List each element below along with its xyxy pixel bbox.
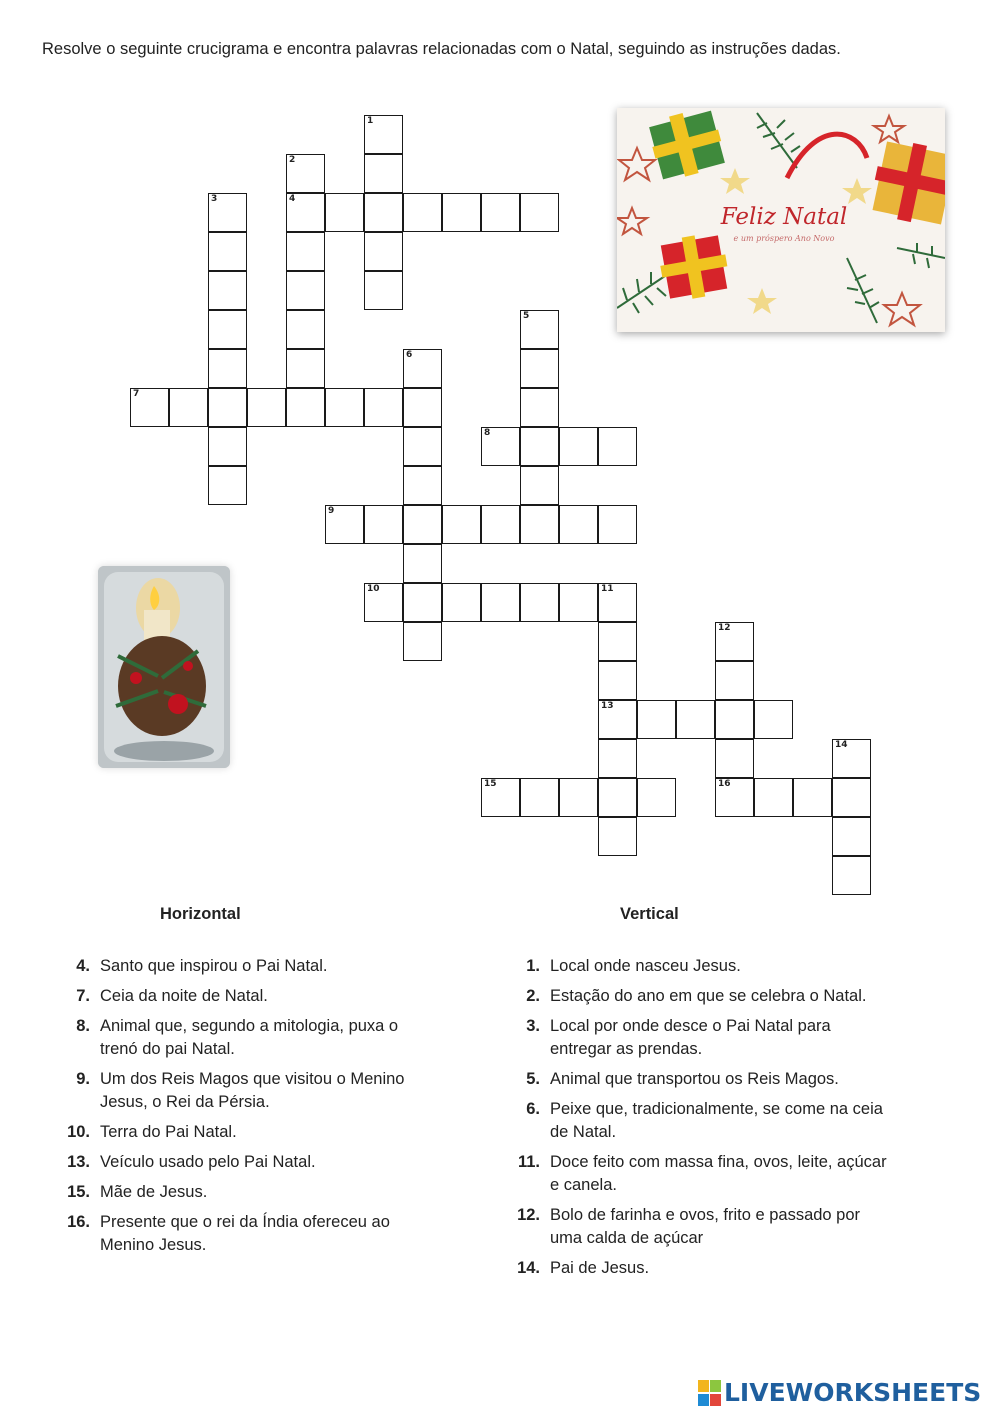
crossword-cell[interactable]	[598, 739, 637, 778]
clue-item	[62, 1181, 482, 1204]
clue-text-line: Animal que, segundo a mitologia, puxa o	[100, 1017, 399, 1035]
crossword-cell[interactable]	[520, 583, 559, 622]
crossword-cell[interactable]	[208, 349, 247, 388]
clue-item	[512, 1068, 932, 1091]
clue-text	[100, 1121, 237, 1144]
clue-number: 12	[718, 623, 731, 633]
clue-text-line: Peixe que, tradicionalmente, se come na ceia	[550, 1100, 883, 1118]
crossword-cell[interactable]	[520, 193, 559, 232]
crossword-cell[interactable]	[715, 778, 754, 817]
crossword-cell[interactable]	[598, 778, 637, 817]
crossword-cell[interactable]	[403, 349, 442, 388]
clue-item	[62, 1015, 482, 1061]
clue-item	[62, 1151, 482, 1174]
crossword-cell[interactable]	[325, 388, 364, 427]
clue-item	[512, 1151, 932, 1197]
clue-text-line: uma calda de açúcar	[550, 1229, 704, 1247]
crossword-cell[interactable]	[130, 388, 169, 427]
candle-photo	[98, 566, 230, 768]
logo-text: LIVEWORKSHEETS	[724, 1378, 982, 1407]
clue-number: 3	[211, 194, 218, 204]
crossword-cell[interactable]	[364, 115, 403, 154]
crossword-cell[interactable]	[325, 505, 364, 544]
clue-text-line: Ceia da noite de Natal.	[100, 987, 268, 1005]
crossword-cell[interactable]	[208, 466, 247, 505]
clue-text-line: Jesus, o Rei da Pérsia.	[100, 1093, 270, 1111]
clue-item	[512, 1015, 932, 1061]
crossword-cell[interactable]	[403, 583, 442, 622]
clue-number-label: 6.	[526, 1100, 540, 1118]
clue-number-label: 4.	[76, 957, 90, 975]
clue-text	[550, 1068, 839, 1091]
crossword-cell[interactable]	[286, 349, 325, 388]
clue-item	[512, 1098, 932, 1144]
clue-text	[100, 1068, 404, 1114]
crossword-cell[interactable]	[364, 583, 403, 622]
crossword-cell[interactable]	[520, 505, 559, 544]
crossword-cell[interactable]	[559, 505, 598, 544]
clue-number: 4	[289, 194, 296, 204]
clue-text-line: e canela.	[550, 1176, 617, 1194]
clue-text-line: Pai de Jesus.	[550, 1259, 650, 1277]
crossword-cell[interactable]	[832, 778, 871, 817]
crossword-cell[interactable]	[208, 427, 247, 466]
crossword-cell[interactable]	[364, 232, 403, 271]
crossword-cell[interactable]	[481, 427, 520, 466]
clue-number: 2	[289, 155, 296, 165]
clue-number: 5	[523, 311, 530, 321]
clue-text	[100, 1015, 398, 1061]
card-subtitle: e um próspero Ano Novo	[733, 234, 835, 243]
horizontal-title: Horizontal	[160, 905, 241, 923]
clue-text-line: entregar as prendas.	[550, 1040, 703, 1058]
clue-text	[100, 1211, 390, 1257]
clue-text-line: Bolo de farinha e ovos, frito e passado por	[550, 1206, 861, 1224]
crossword-cell[interactable]	[754, 700, 793, 739]
crossword-cell[interactable]	[286, 154, 325, 193]
crossword-cell[interactable]	[364, 388, 403, 427]
clue-number: 1	[367, 116, 374, 126]
crossword-cell[interactable]	[403, 622, 442, 661]
clue-text-line: Veículo usado pelo Pai Natal.	[100, 1153, 316, 1171]
clue-number-label: 10.	[67, 1123, 90, 1141]
crossword-cell[interactable]	[481, 583, 520, 622]
clue-item	[512, 1204, 932, 1250]
clue-number-label: 7.	[76, 987, 90, 1005]
clue-text	[550, 1015, 831, 1061]
crossword-cell[interactable]	[598, 661, 637, 700]
crossword-cell[interactable]	[286, 388, 325, 427]
card-title: Feliz Natal	[720, 204, 848, 230]
clue-number-label: 11.	[517, 1153, 540, 1171]
crossword-cell[interactable]	[442, 505, 481, 544]
clue-item	[62, 1121, 482, 1144]
clue-number-label: 9.	[76, 1070, 90, 1088]
vertical-title: Vertical	[620, 905, 679, 923]
crossword-cell[interactable]	[208, 232, 247, 271]
crossword-cell[interactable]	[364, 154, 403, 193]
crossword-cell[interactable]	[403, 544, 442, 583]
crossword-cell[interactable]	[286, 310, 325, 349]
clue-text-line: Presente que o rei da Índia ofereceu ao	[100, 1213, 390, 1231]
clue-text	[550, 1151, 887, 1197]
crossword-cell[interactable]	[559, 583, 598, 622]
crossword-cell[interactable]	[715, 661, 754, 700]
crossword-cell[interactable]	[208, 388, 247, 427]
liveworksheets-logo	[698, 1378, 998, 1408]
clue-number-label: 2.	[526, 987, 540, 1005]
crossword-cell[interactable]	[598, 817, 637, 856]
clue-number-label: 13.	[67, 1153, 90, 1171]
clue-item	[512, 985, 932, 1008]
clue-text	[550, 985, 866, 1008]
crossword-cell[interactable]	[598, 622, 637, 661]
crossword-cell[interactable]	[559, 778, 598, 817]
crossword-cell[interactable]	[364, 271, 403, 310]
liveworksheets-logo-icon	[698, 1380, 722, 1408]
clue-text-line: trenó do pai Natal.	[100, 1040, 235, 1058]
crossword-cell[interactable]	[286, 271, 325, 310]
clue-text-line: Menino Jesus.	[100, 1236, 207, 1254]
clue-text-line: Animal que transportou os Reis Magos.	[550, 1070, 839, 1088]
clue-text	[550, 1204, 860, 1250]
clue-number: 9	[328, 506, 335, 516]
clue-item	[512, 1257, 932, 1280]
clue-text	[100, 1151, 316, 1174]
clue-text-line: Santo que inspirou o Pai Natal.	[100, 957, 328, 975]
crossword-cell[interactable]	[715, 700, 754, 739]
clue-number: 16	[718, 779, 731, 789]
clue-number: 7	[133, 389, 140, 399]
clue-text-line: Um dos Reis Magos que visitou o Menino	[100, 1070, 405, 1088]
crossword-cell[interactable]	[286, 193, 325, 232]
clue-number: 15	[484, 779, 497, 789]
clue-number-label: 15.	[67, 1183, 90, 1201]
clue-text	[550, 955, 741, 978]
clue-number-label: 16.	[67, 1213, 90, 1231]
clue-number-label: 5.	[526, 1070, 540, 1088]
instructions-text: Resolve o seguinte crucigrama e encontra palavras relacionadas com o Natal, seguindo as instruções dadas.	[42, 40, 841, 58]
clue-number: 8	[484, 428, 491, 438]
crossword-cell[interactable]	[208, 310, 247, 349]
clue-item	[62, 955, 482, 978]
crossword-cell[interactable]	[832, 739, 871, 778]
crossword-cell[interactable]	[208, 193, 247, 232]
crossword-cell[interactable]	[403, 466, 442, 505]
crossword-cell[interactable]	[520, 349, 559, 388]
crossword-cell[interactable]	[832, 856, 871, 895]
crossword-cell[interactable]	[754, 778, 793, 817]
crossword-cell[interactable]	[559, 427, 598, 466]
clue-text	[100, 955, 327, 978]
crossword-cell[interactable]	[286, 232, 325, 271]
clue-number-label: 3.	[526, 1017, 540, 1035]
crossword-cell[interactable]	[442, 583, 481, 622]
crossword-cell[interactable]	[481, 193, 520, 232]
crossword-cell[interactable]	[364, 505, 403, 544]
clue-number: 10	[367, 584, 380, 594]
crossword-cell[interactable]	[169, 388, 208, 427]
clue-number-label: 14.	[517, 1259, 540, 1277]
clue-number-label: 8.	[76, 1017, 90, 1035]
crossword-cell[interactable]	[793, 778, 832, 817]
crossword-cell[interactable]	[403, 388, 442, 427]
clue-item	[62, 1211, 482, 1257]
clue-text-line: Mãe de Jesus.	[100, 1183, 208, 1201]
clue-text-line: Local onde nasceu Jesus.	[550, 957, 741, 975]
crossword-cell[interactable]	[715, 739, 754, 778]
crossword-cell[interactable]	[676, 700, 715, 739]
clue-text	[550, 1098, 883, 1144]
crossword-cell[interactable]	[208, 271, 247, 310]
candle-icon	[98, 566, 230, 768]
crossword-cell[interactable]	[832, 817, 871, 856]
clue-text-line: Local por onde desce o Pai Natal para	[550, 1017, 831, 1035]
crossword-cell[interactable]	[598, 700, 637, 739]
crossword-cell[interactable]	[481, 505, 520, 544]
crossword-cell[interactable]	[520, 310, 559, 349]
clue-text	[550, 1257, 649, 1280]
clue-item	[62, 1068, 482, 1114]
crossword-cell[interactable]	[325, 193, 364, 232]
crossword-cell[interactable]	[598, 427, 637, 466]
crossword-cell[interactable]	[442, 193, 481, 232]
crossword-cell[interactable]	[520, 427, 559, 466]
clue-text-line: Terra do Pai Natal.	[100, 1123, 237, 1141]
clue-number: 14	[835, 740, 848, 750]
crossword-cell[interactable]	[520, 778, 559, 817]
crossword-cell[interactable]	[715, 622, 754, 661]
clue-item	[62, 985, 482, 1008]
crossword-cell[interactable]	[520, 388, 559, 427]
crossword-cell[interactable]	[598, 583, 637, 622]
crossword-cell[interactable]	[364, 193, 403, 232]
clue-number: 6	[406, 350, 413, 360]
clue-text-line: Estação do ano em que se celebra o Natal.	[550, 987, 867, 1005]
clue-item	[512, 955, 932, 978]
clue-number-label: 1.	[526, 957, 540, 975]
clue-number-label: 12.	[517, 1206, 540, 1224]
clue-number: 11	[601, 584, 614, 594]
clue-text	[100, 1181, 207, 1204]
crossword-cell[interactable]	[637, 700, 676, 739]
clue-text-line: Doce feito com massa fina, ovos, leite, açúcar	[550, 1153, 887, 1171]
crossword-cell[interactable]	[598, 505, 637, 544]
crossword-cell[interactable]	[637, 778, 676, 817]
christmas-card-image	[617, 108, 945, 332]
crossword-cell[interactable]	[520, 466, 559, 505]
crossword-cell[interactable]	[403, 193, 442, 232]
clue-number: 13	[601, 701, 614, 711]
crossword-cell[interactable]	[247, 388, 286, 427]
clue-text	[100, 985, 268, 1008]
crossword-cell[interactable]	[403, 427, 442, 466]
crossword-cell[interactable]	[481, 778, 520, 817]
crossword-cell[interactable]	[403, 505, 442, 544]
clue-text-line: de Natal.	[550, 1123, 617, 1141]
